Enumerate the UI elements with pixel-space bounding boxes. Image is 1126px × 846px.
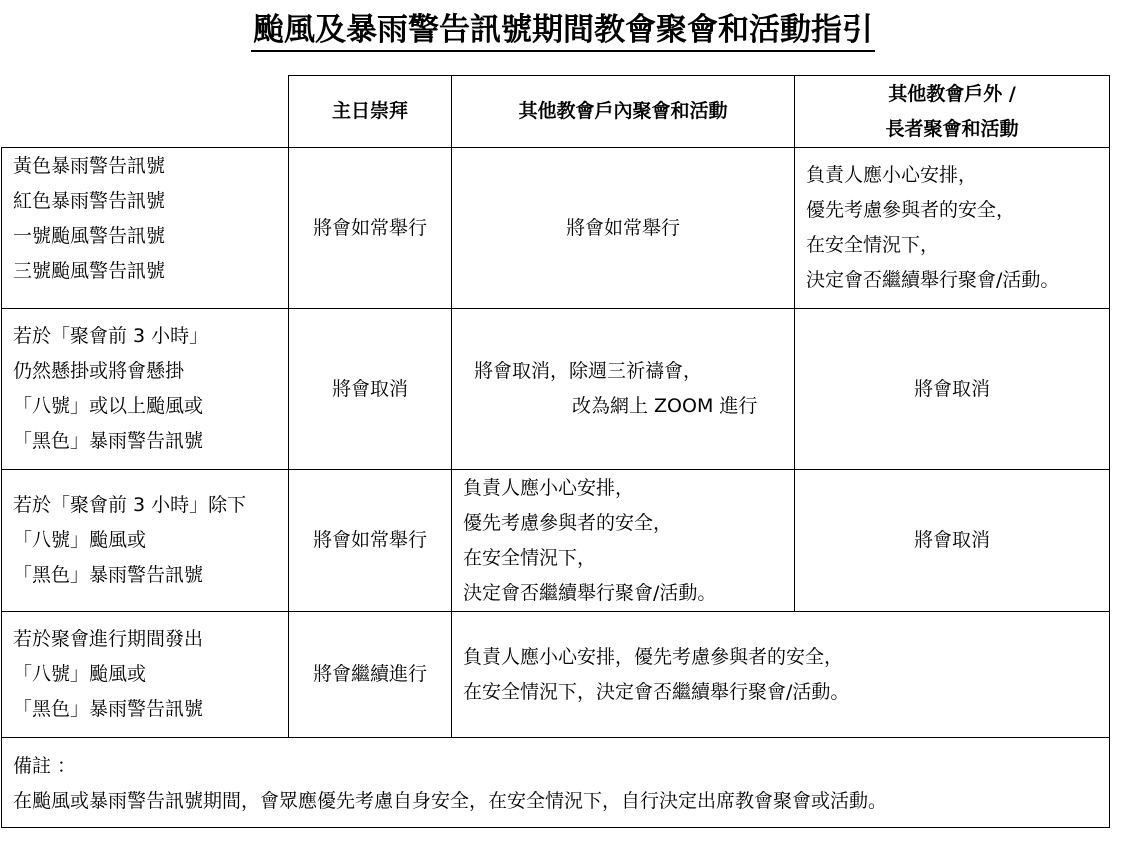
- outdoor-cell: 將會取消: [795, 309, 1110, 470]
- condition-line: 紅色暴雨警告訊號: [13, 190, 166, 212]
- sunday-cell: 將會如常舉行: [289, 148, 452, 309]
- condition-cell: [2, 612, 289, 738]
- header-outdoor: [795, 76, 1110, 148]
- condition-cell: [2, 470, 289, 612]
- condition-line: 「八號」或以上颱風或: [13, 395, 204, 417]
- condition-line: 「黑色」暴雨警告訊號: [13, 430, 204, 452]
- indoor-cell: [452, 470, 795, 612]
- condition-line: 「八號」颱風或: [13, 529, 147, 551]
- indoor-cell: [452, 309, 795, 470]
- header-row: [2, 76, 1110, 148]
- condition-line: 「黑色」暴雨警告訊號: [13, 698, 204, 720]
- sunday-cell: 將會繼續進行: [289, 612, 452, 738]
- note-cell: [2, 738, 1110, 828]
- header-blank-cell: [2, 76, 289, 148]
- outdoor-cell: 將會取消: [795, 470, 1110, 612]
- condition-line: 一號颱風警告訊號: [13, 225, 166, 247]
- note-text: 在颱風或暴雨警告訊號期間，會眾應優先考慮自身安全，在安全情況下，自行決定出席教會聚會或活動。: [13, 789, 888, 812]
- sunday-cell: 將會取消: [289, 309, 452, 470]
- outdoor-line: 在安全情況下，: [806, 234, 940, 256]
- table-row-amber-red-t1-t3: [2, 148, 1110, 309]
- outdoor-line: 決定會否繼續舉行聚會/活動。: [806, 269, 1060, 291]
- table-row-t8-black-lowered: [2, 470, 1110, 612]
- header-outdoor-line2: 長者聚會和活動: [885, 117, 1019, 140]
- indoor-line: 改為網上 ZOOM 進行: [572, 395, 758, 417]
- page-title-text: 颱風及暴雨警告訊號期間教會聚會和活動指引: [251, 11, 875, 52]
- condition-line: 若於聚會進行期間發出: [13, 628, 204, 650]
- condition-line: 仍然懸掛或將會懸掛: [13, 360, 185, 382]
- merged-indoor-outdoor-cell: [452, 612, 1110, 738]
- condition-line: 「八號」颱風或: [13, 663, 147, 685]
- condition-line: 若於「聚會前 3 小時」除下: [13, 494, 247, 516]
- outdoor-line: 優先考慮參與者的安全，: [806, 199, 1016, 221]
- indoor-cell: 將會如常舉行: [452, 148, 795, 309]
- note-label: 備註 ：: [13, 754, 77, 777]
- indoor-line: 在安全情況下，: [463, 546, 597, 569]
- condition-cell: [2, 309, 289, 470]
- indoor-line: 決定會否繼續舉行聚會/活動。: [463, 581, 717, 604]
- condition-line: 「黑色」暴雨警告訊號: [13, 564, 204, 586]
- sunday-cell: 將會如常舉行: [289, 470, 452, 612]
- indoor-line: 優先考慮參與者的安全，: [463, 511, 673, 534]
- outdoor-cell: [795, 148, 1110, 309]
- table-row-t8-black-before: [2, 309, 1110, 470]
- merged-line: 在安全情況下，決定會否繼續舉行聚會/活動。: [463, 680, 850, 703]
- merged-line: 負責人應小心安排，優先考慮參與者的安全，: [463, 645, 844, 668]
- condition-cell: [2, 148, 289, 309]
- table-row-during-meeting: [2, 612, 1110, 738]
- header-sunday: 主日崇拜: [289, 76, 452, 148]
- indoor-line: 將會取消，除週三祈禱會，: [474, 360, 703, 382]
- condition-line: 三號颱風警告訊號: [13, 260, 166, 282]
- condition-line: 黃色暴雨警告訊號: [13, 155, 166, 177]
- note-row: [2, 738, 1110, 828]
- guideline-table: [1, 75, 1110, 828]
- page-title: [0, 10, 1126, 52]
- header-indoor: 其他教會戶內聚會和活動: [452, 76, 795, 148]
- condition-line: 若於「聚會前 3 小時」: [13, 325, 209, 347]
- outdoor-line: 負責人應小心安排，: [806, 164, 978, 186]
- indoor-line: 負責人應小心安排，: [463, 476, 635, 499]
- header-outdoor-line1: 其他教會戶外 /: [888, 82, 1016, 105]
